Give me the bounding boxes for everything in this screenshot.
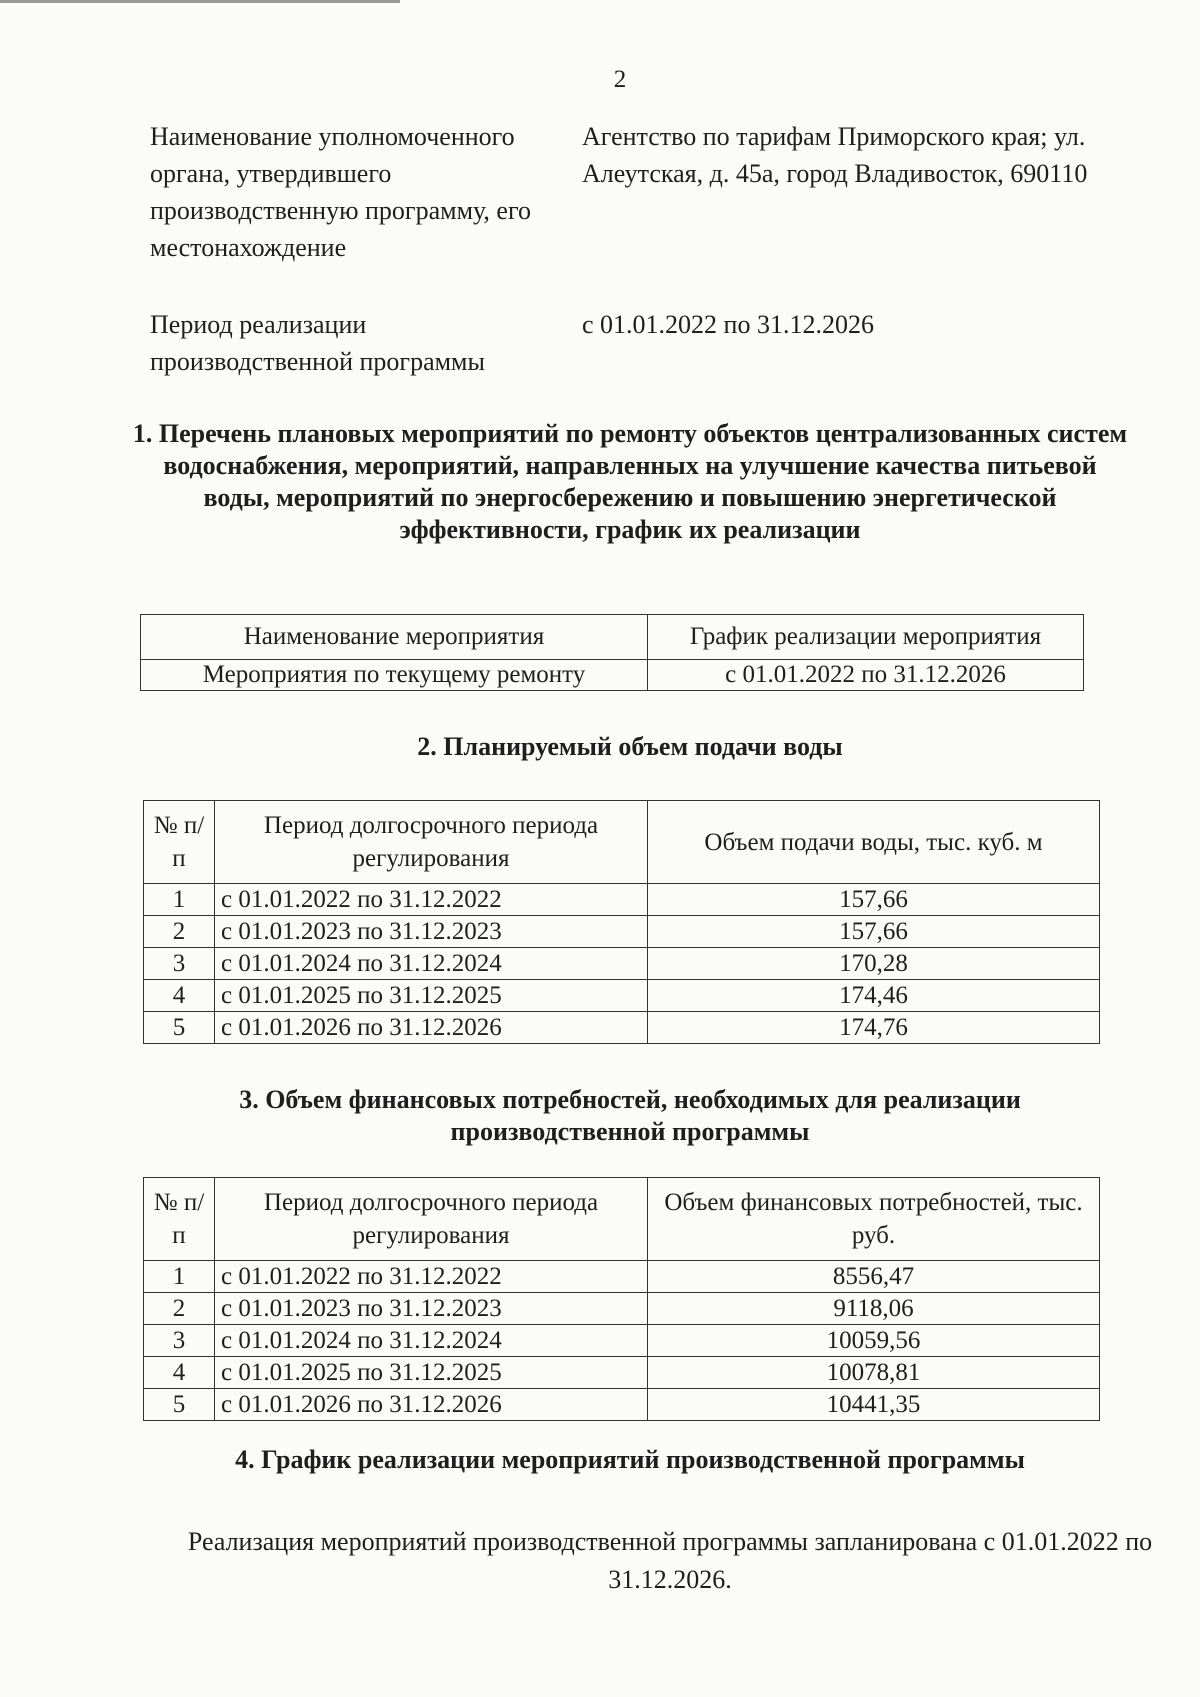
- row-water-volume: 157,66: [648, 884, 1100, 916]
- row-financial-volume: 9118,06: [648, 1293, 1100, 1325]
- row-water-volume: 170,28: [648, 948, 1100, 980]
- row-water-volume: 174,46: [648, 980, 1100, 1012]
- row-number: 3: [144, 948, 215, 980]
- header-water-volume: Объем подачи воды, тыс. куб. м: [648, 801, 1100, 884]
- header-measure-schedule: График реализации мероприятия: [648, 615, 1084, 660]
- row-number: 2: [144, 916, 215, 948]
- financial-needs-table: [143, 1177, 1100, 1421]
- row-financial-volume: 10059,56: [648, 1325, 1100, 1357]
- row-number: 2: [144, 1293, 215, 1325]
- measures-table: [140, 614, 1084, 691]
- row-period: с 01.01.2026 по 31.12.2026: [215, 1012, 648, 1044]
- table-row: [144, 1325, 1100, 1357]
- row-number: 3: [144, 1325, 215, 1357]
- table-row: [144, 1389, 1100, 1421]
- row-period: с 01.01.2024 по 31.12.2024: [215, 948, 648, 980]
- row-financial-volume: 10078,81: [648, 1357, 1100, 1389]
- table-row: [144, 1293, 1100, 1325]
- table-row: [144, 1012, 1100, 1044]
- section-4-title: 4. График реализации мероприятий производственной программы: [235, 1445, 1025, 1474]
- table-row: [144, 1261, 1100, 1293]
- row-number: 5: [144, 1012, 215, 1044]
- header-period: Период долгосрочного периода регулирования: [215, 801, 648, 884]
- row-financial-volume: 10441,35: [648, 1389, 1100, 1421]
- section-2-title: 2. Планируемый объем подачи воды: [417, 732, 843, 761]
- table-header-row: [141, 615, 1084, 660]
- authority-label: Наименование уполномоченного органа, утвердившего производственную программу, его местонахождение: [150, 122, 531, 262]
- section-1-title: 1. Перечень плановых мероприятий по ремонту объектов централизованных систем водоснабжения, мероприятий, направленных на улучшение качества питьевой воды, мероприятий по энергосбережению и повышению энергетической эффективности, график их реализации: [132, 419, 1128, 544]
- row-number: 5: [144, 1389, 215, 1421]
- row-water-volume: 174,76: [648, 1012, 1100, 1044]
- page-number: 2: [613, 66, 627, 93]
- measure-name-cell: Мероприятия по текущему ремонту: [141, 660, 648, 691]
- header-financial-volume: Объем финансовых потребностей, тыс. руб.: [648, 1178, 1100, 1261]
- table-row: [144, 980, 1100, 1012]
- scan-edge-line: [0, 0, 400, 3]
- row-period: с 01.01.2023 по 31.12.2023: [215, 1293, 648, 1325]
- row-period: с 01.01.2025 по 31.12.2025: [215, 980, 648, 1012]
- table-row: [141, 660, 1084, 691]
- header-number: № п/п: [144, 1178, 215, 1261]
- row-water-volume: 157,66: [648, 916, 1100, 948]
- water-supply-table: [143, 800, 1100, 1044]
- header-measure-name: Наименование мероприятия: [141, 615, 648, 660]
- authority-value: Агентство по тарифам Приморского края; ул. Алеутская, д. 45а, город Владивосток, 690110: [582, 122, 1088, 188]
- table-row: [144, 916, 1100, 948]
- table-row: [144, 948, 1100, 980]
- table-row: [144, 884, 1100, 916]
- row-number: 4: [144, 1357, 215, 1389]
- measure-schedule-cell: с 01.01.2022 по 31.12.2026: [648, 660, 1084, 691]
- table-header-row: [144, 1178, 1100, 1261]
- table-row: [144, 1357, 1100, 1389]
- row-financial-volume: 8556,47: [648, 1261, 1100, 1293]
- period-value: с 01.01.2022 по 31.12.2026: [582, 310, 874, 339]
- header-number: № п/п: [144, 801, 215, 884]
- table-header-row: [144, 801, 1100, 884]
- row-number: 4: [144, 980, 215, 1012]
- implementation-note: Реализация мероприятий производственной программы запланирована с 01.01.2022 по 31.12.2026.: [187, 1527, 1153, 1594]
- row-number: 1: [144, 1261, 215, 1293]
- row-period: с 01.01.2023 по 31.12.2023: [215, 916, 648, 948]
- header-period: Период долгосрочного периода регулирования: [215, 1178, 648, 1261]
- row-period: с 01.01.2022 по 31.12.2022: [215, 1261, 648, 1293]
- row-period: с 01.01.2022 по 31.12.2022: [215, 884, 648, 916]
- section-3-title: 3. Объем финансовых потребностей, необходимых для реализации производственной программы: [239, 1085, 1021, 1146]
- row-period: с 01.01.2024 по 31.12.2024: [215, 1325, 648, 1357]
- period-label: Период реализации производственной программы: [150, 310, 485, 376]
- row-period: с 01.01.2025 по 31.12.2025: [215, 1357, 648, 1389]
- row-period: с 01.01.2026 по 31.12.2026: [215, 1389, 648, 1421]
- row-number: 1: [144, 884, 215, 916]
